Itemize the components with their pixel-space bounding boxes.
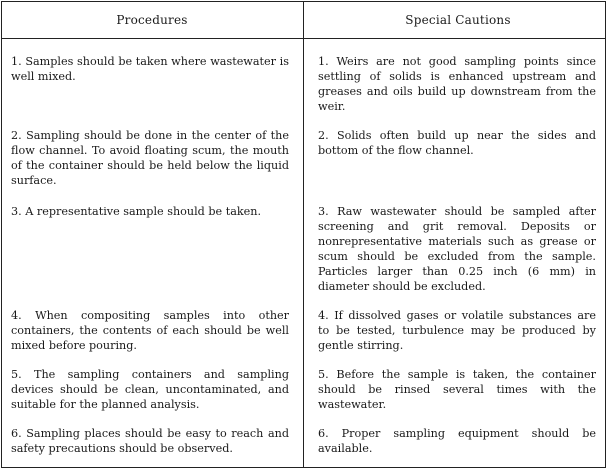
caution-3: 3. Raw wastewater should be sampled after screening and grit removal. Deposits or nonrepresentative materials such as grease or scum should be excluded from the sample. Particles larger than 0.25 inch (6 mm) in diameter should be excluded. bbox=[318, 205, 596, 293]
header-special-cautions: Special Cautions bbox=[405, 13, 511, 27]
procedure-4: 4. When compositing samples into other containers, the contents of each should be well mixed before pouring. bbox=[11, 309, 289, 352]
caution-4: 4. If dissolved gases or volatile substances are to be tested, turbulence may be produced by gentle stirring. bbox=[318, 309, 596, 352]
procedure-5: 5. The sampling containers and sampling devices should be clean, uncontaminated, and suitable for the planned analysis. bbox=[11, 368, 289, 411]
procedure-3: 3. A representative sample should be taken. bbox=[11, 205, 262, 218]
header-procedures: Procedures bbox=[116, 13, 188, 27]
procedure-6: 6. Sampling places should be easy to reach and safety precautions should be observed. bbox=[11, 427, 289, 455]
procedure-1: 1. Samples should be taken where wastewater is well mixed. bbox=[11, 55, 289, 83]
sampling-table bbox=[1, 1, 606, 468]
caution-1: 1. Weirs are not good sampling points since settling of solids is enhanced upstream and greases and oils build up downstream from the weir. bbox=[318, 55, 596, 113]
caution-2: 2. Solids often build up near the sides and bottom of the flow channel. bbox=[318, 129, 596, 157]
caution-5: 5. Before the sample is taken, the container should be rinsed several times with the wastewater. bbox=[318, 368, 596, 411]
caution-6: 6. Proper sampling equipment should be available. bbox=[318, 427, 596, 455]
column-divider bbox=[303, 2, 304, 467]
procedure-2: 2. Sampling should be done in the center of the flow channel. To avoid floating scum, the mouth of the container should be held below the liquid surface. bbox=[11, 129, 289, 187]
